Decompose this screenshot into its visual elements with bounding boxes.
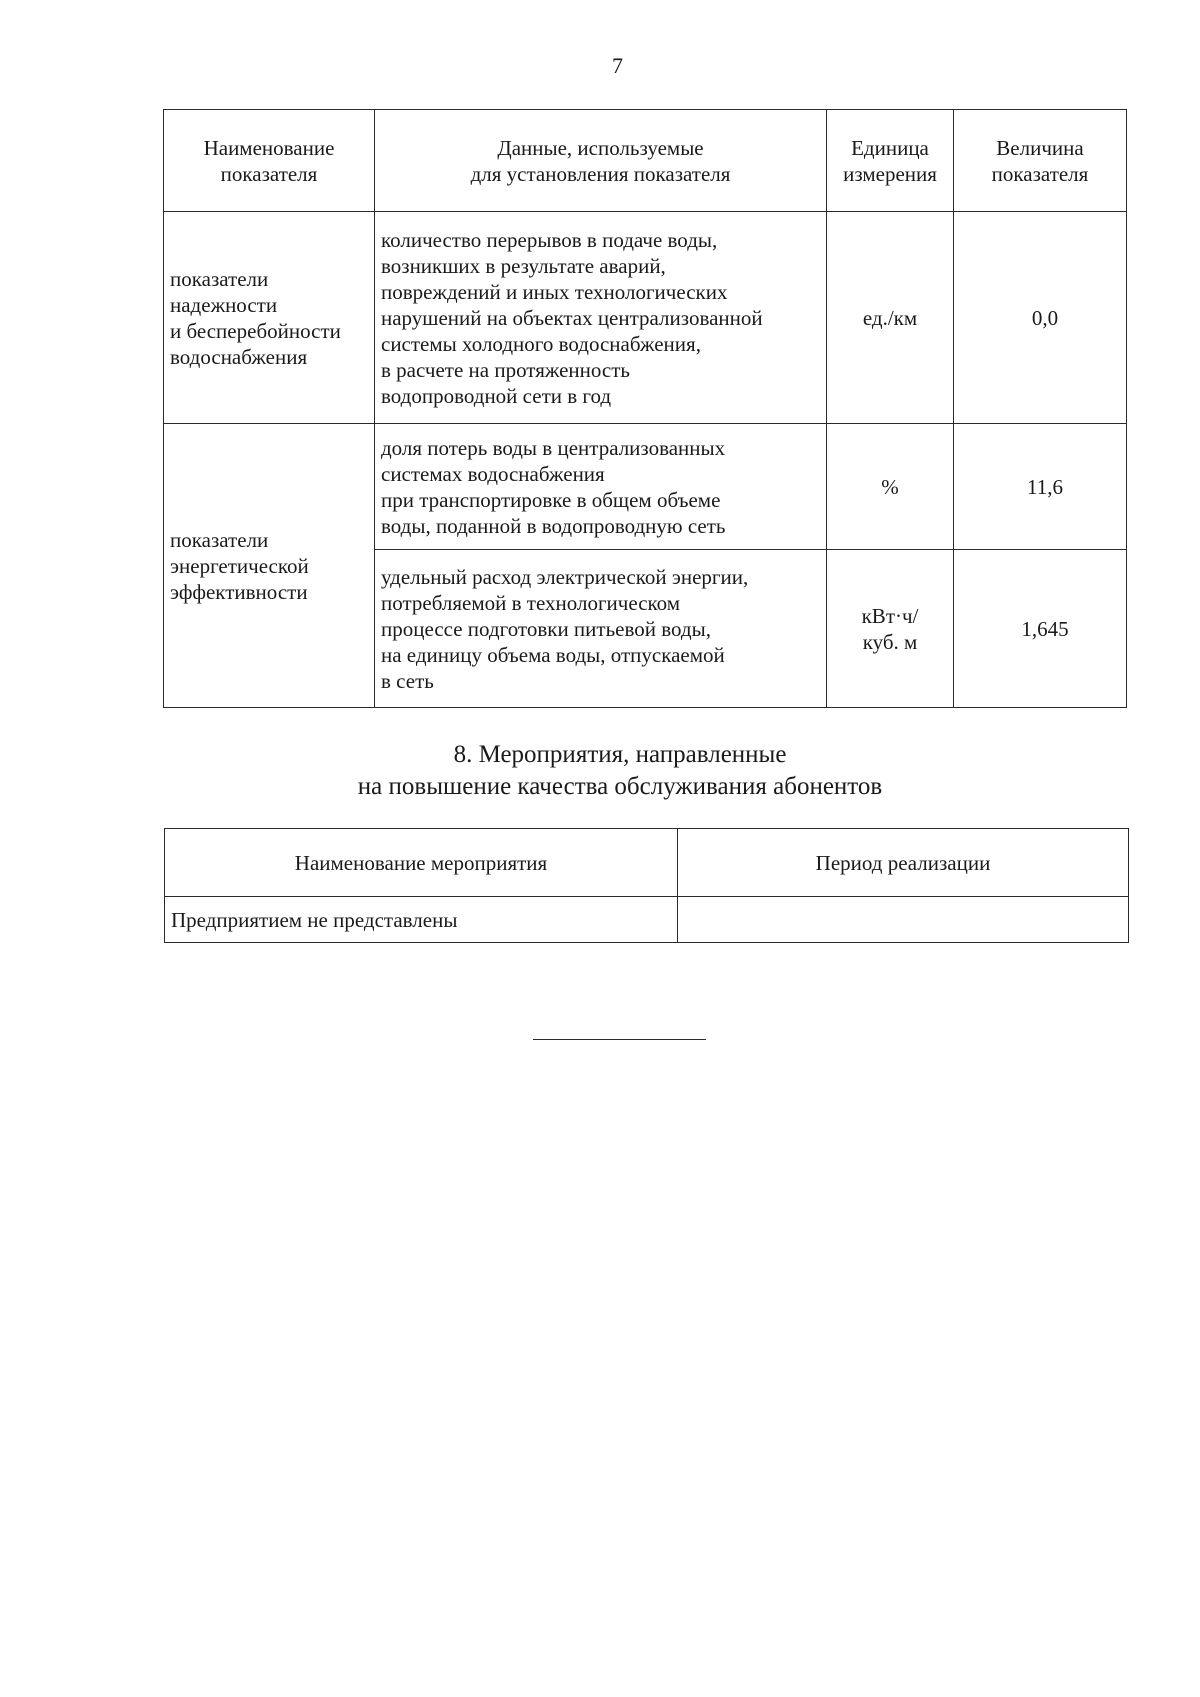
header-indicator-data: Данные, используемые для установления показателя [375,110,827,212]
water-loss-data-cell: доля потерь воды в централизованных системах водоснабжения при транспортировке в общем объеме воды, поданной в водопроводную сеть [375,424,827,550]
table-row [165,897,1129,943]
reliability-name-cell: показатели надежности и бесперебойности водоснабжения [164,212,375,424]
header-activity-period: Период реализации [678,829,1129,897]
activities-header-row [165,829,1129,897]
table-row-water-loss [164,424,1127,550]
reliability-unit-cell: ед./км [827,212,954,424]
end-divider [533,1039,706,1040]
header-activity-name: Наименование мероприятия [165,829,678,897]
reliability-value-cell: 0,0 [954,212,1127,424]
header-indicator-name: Наименование показателя [164,110,375,212]
activity-period-cell [678,897,1129,943]
header-unit: Единица измерения [827,110,954,212]
table-row-reliability [164,212,1127,424]
electricity-data-cell: удельный расход электрической энергии, потребляемой в технологическом процессе подготовки питьевой воды, на единицу объема воды, отпускаемой в сеть [375,550,827,708]
page-number: 7 [612,53,623,78]
indicators-header-row [164,110,1127,212]
water-loss-value-cell: 11,6 [954,424,1127,550]
electricity-value-cell: 1,645 [954,550,1127,708]
electricity-unit-cell: кВт·ч/ куб. м [827,550,954,708]
header-value: Величина показателя [954,110,1127,212]
activity-name-cell: Предприятием не представлены [165,897,678,943]
energy-name-cell: показатели энергетической эффективности [164,424,375,708]
water-loss-unit-cell: % [827,424,954,550]
indicators-table [163,109,1127,708]
activities-table [164,828,1129,943]
section-8-title: 8. Мероприятия, направленные на повышение качества обслуживания абонентов [357,741,883,800]
reliability-data-cell: количество перерывов в подаче воды, возникших в результате аварий, повреждений и иных технологических нарушений на объектах централизованной системы холодного водоснабжения, в расчете на протяженность водопроводной сети в год [375,212,827,424]
